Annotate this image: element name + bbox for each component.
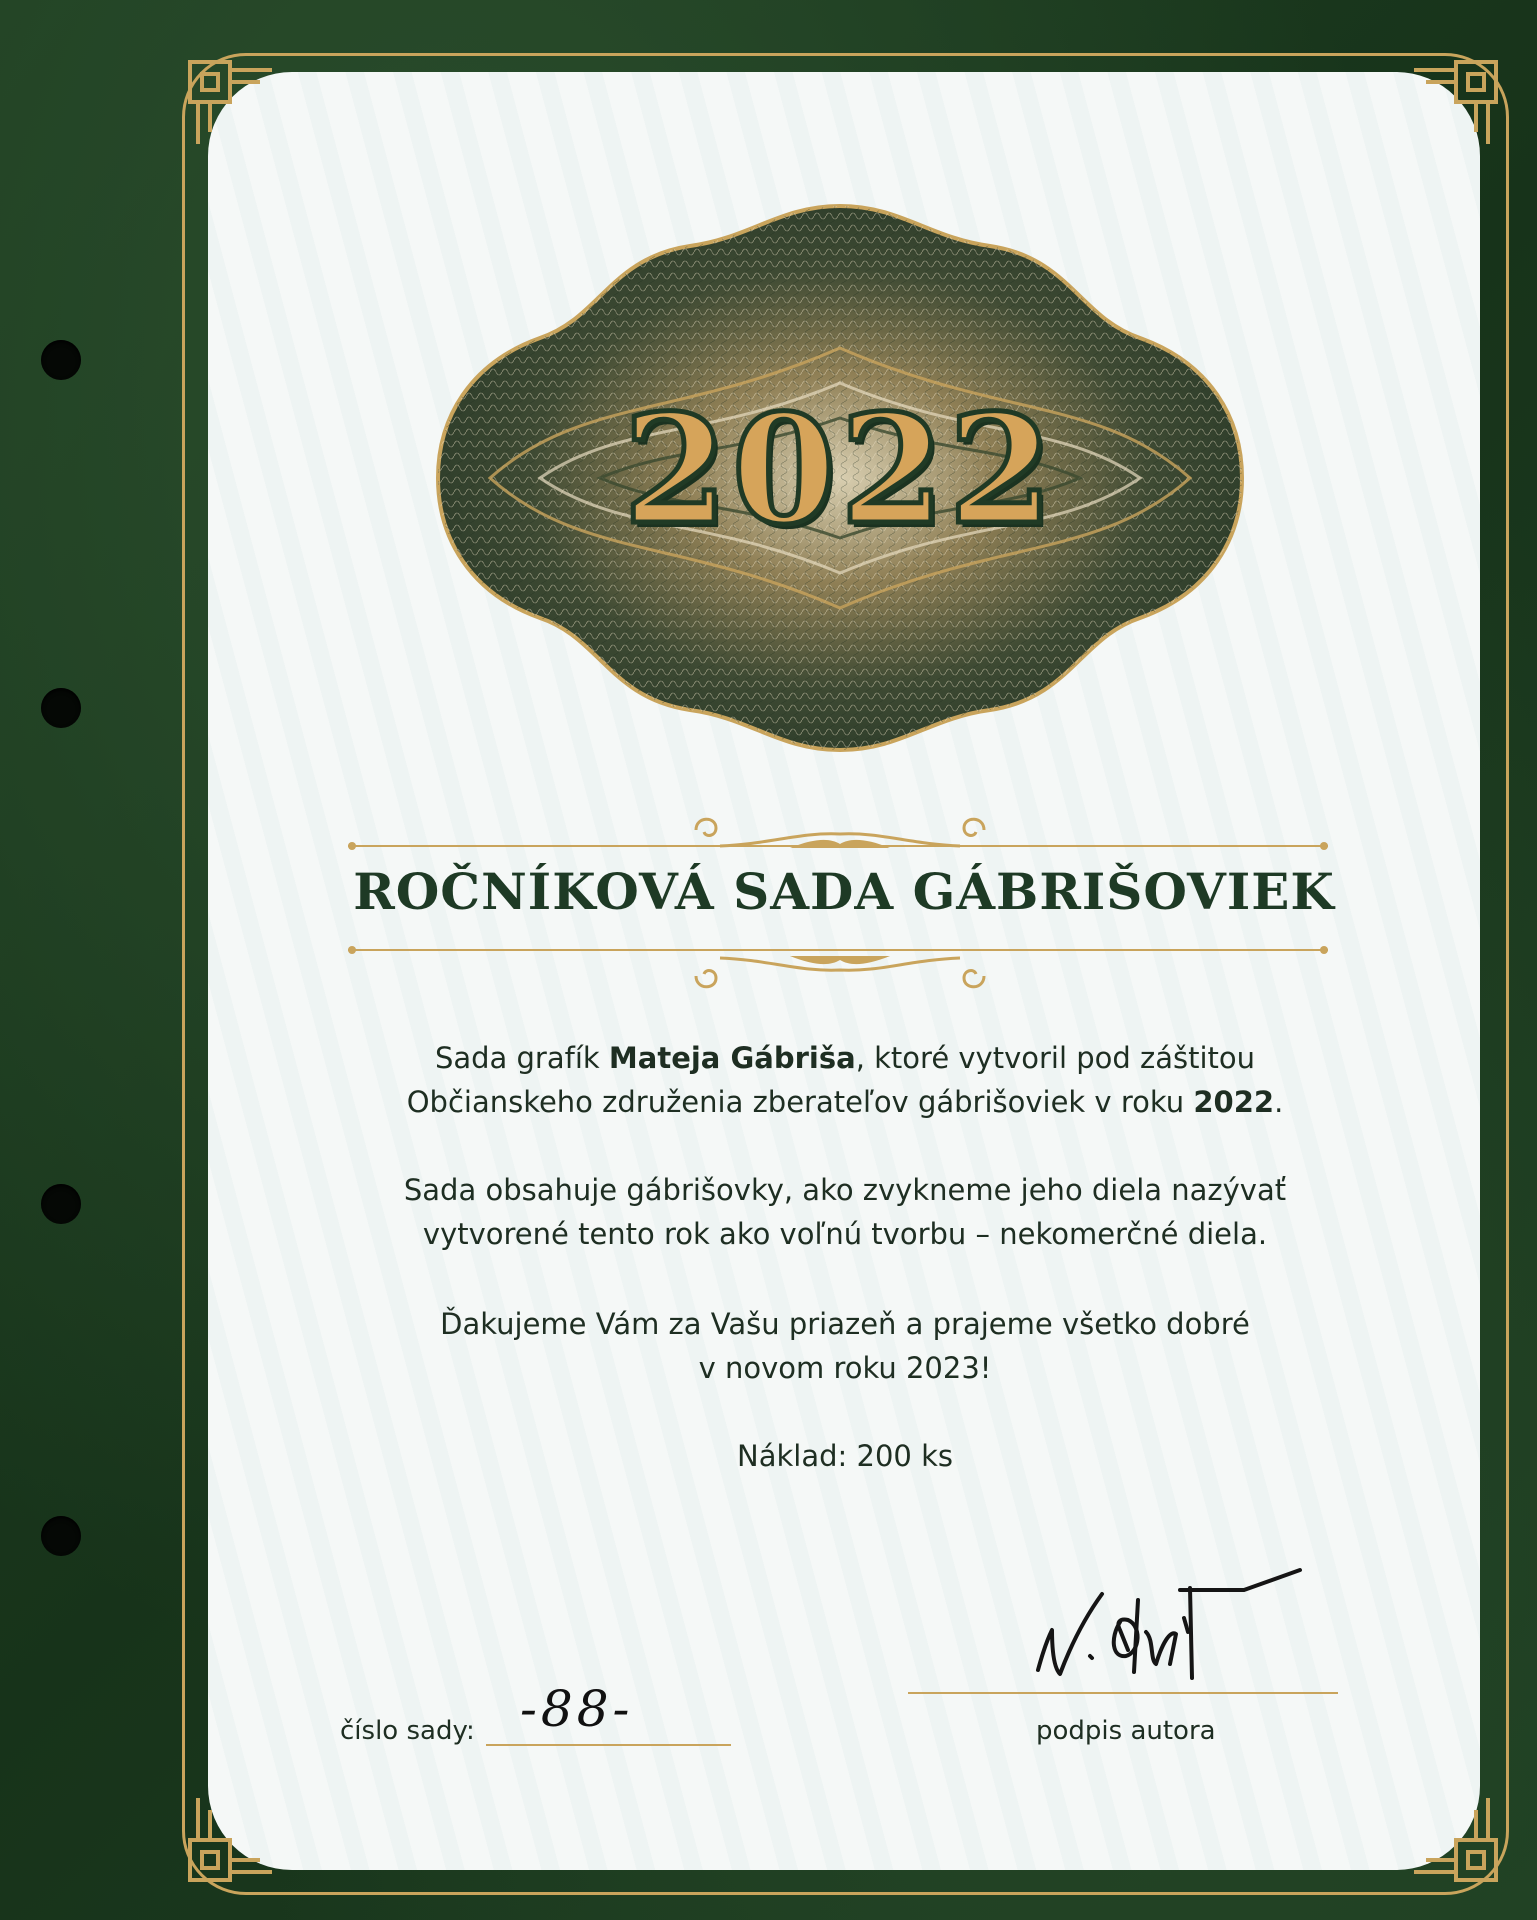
- corner-ornament-icon: [1406, 56, 1502, 152]
- year-emblem: [430, 198, 1250, 758]
- paragraph-contents: [330, 1168, 1360, 1256]
- contents-text: vytvorené tento rok ako voľnú tvorbu – nekomerčné diela.: [422, 1217, 1268, 1251]
- paragraph-thanks: [330, 1302, 1360, 1390]
- paragraph-edition: [330, 1434, 1360, 1478]
- intro-text: .: [1274, 1085, 1284, 1119]
- binder-hole: [41, 1516, 81, 1556]
- artist-name: Mateja Gábriša: [608, 1041, 856, 1075]
- signature-label: podpis autora: [1036, 1716, 1216, 1746]
- intro-text: , ktoré vytvoril pod záštitou: [855, 1041, 1256, 1075]
- binder-hole: [41, 1184, 81, 1224]
- intro-text: Sada grafík: [434, 1041, 609, 1075]
- set-number-label: číslo sady:: [340, 1716, 475, 1746]
- certificate-title: ROČNÍKOVÁ SADA GÁBRIŠOVIEK: [353, 862, 1335, 921]
- contents-text: Sada obsahuje gábrišovky, ako zvykneme jeho diela nazývať: [403, 1173, 1287, 1207]
- emblem-year: 2022: [623, 382, 1057, 558]
- intro-text: Občianskeho združenia zberateľov gábrišoviek v roku: [406, 1085, 1194, 1119]
- set-number-line: [486, 1744, 731, 1746]
- binder-hole: [41, 688, 81, 728]
- bottom-scroll-ornament-icon: [680, 946, 1000, 998]
- thanks-text: v novom roku 2023!: [698, 1351, 992, 1385]
- corner-ornament-icon: [184, 56, 280, 152]
- edition-text: Náklad: 200 ks: [737, 1439, 953, 1473]
- signature-line: [908, 1692, 1338, 1694]
- binder-hole: [41, 340, 81, 380]
- paragraph-intro: [330, 1036, 1360, 1124]
- intro-year: 2022: [1193, 1085, 1275, 1119]
- thanks-text: Ďakujeme Vám za Vašu priazeň a prajeme všetko dobré: [440, 1307, 1250, 1341]
- set-number-value: -88-: [520, 1680, 634, 1738]
- corner-ornament-icon: [1406, 1790, 1502, 1886]
- top-scroll-ornament-icon: [680, 808, 1000, 860]
- corner-ornament-icon: [184, 1790, 280, 1886]
- author-signature-icon: [1030, 1560, 1310, 1710]
